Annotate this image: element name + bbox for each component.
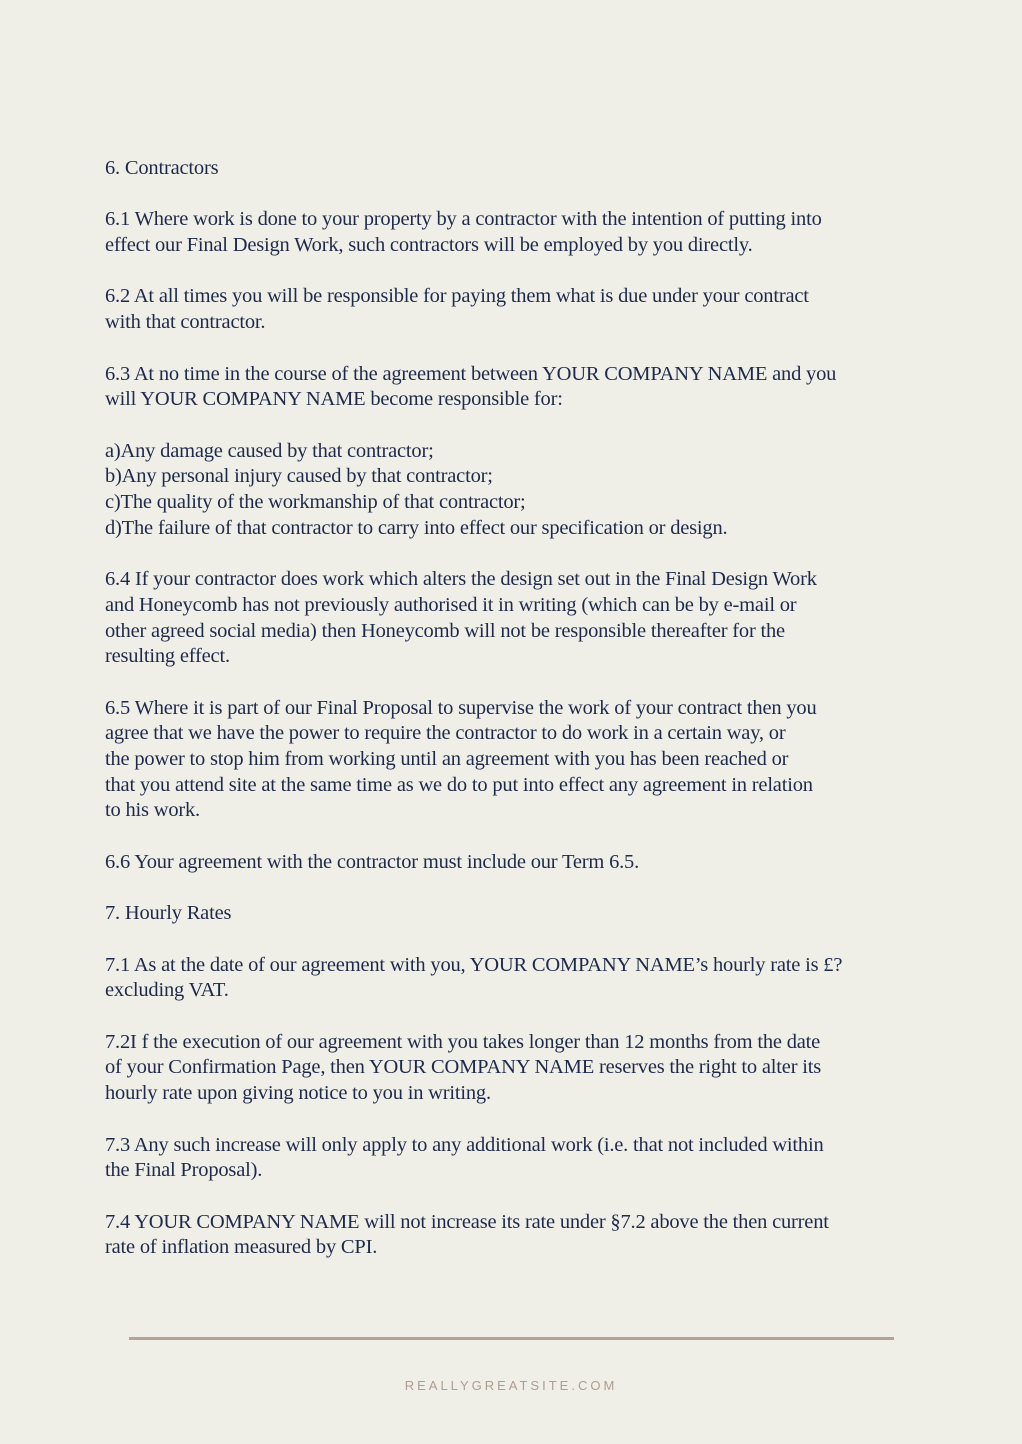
clause-paragraph	[105, 207, 935, 258]
text-line: b)Any personal injury caused by that contractor;	[105, 465, 493, 488]
text-line: 6.2 At all times you will be responsible for paying them what is due under your contract	[105, 285, 809, 308]
clause-paragraph	[105, 284, 935, 335]
text-line: will YOUR COMPANY NAME become responsible for:	[105, 388, 563, 411]
section-heading: 6. Contractors	[105, 157, 219, 179]
section-heading: 7. Hourly Rates	[105, 902, 232, 925]
document-body	[105, 156, 935, 1287]
text-line: the Final Proposal).	[105, 1159, 263, 1182]
text-line: 7.1 As at the date of our agreement with you, YOUR COMPANY NAME’s hourly rate is £?	[105, 953, 843, 976]
text-line: of your Confirmation Page, then YOUR COMPANY NAME reserves the right to alter its	[105, 1056, 822, 1079]
clause-paragraph	[105, 1210, 935, 1261]
text-line: agree that we have the power to require the contractor to do work in a certain way, or	[105, 722, 786, 745]
text-line: effect our Final Design Work, such contractors will be employed by you directly.	[105, 234, 753, 257]
clause-paragraph	[105, 850, 935, 876]
text-line: 6.5 Where it is part of our Final Proposal to supervise the work of your contract then you	[105, 696, 817, 719]
text-line: hourly rate upon giving notice to you in writing.	[105, 1082, 491, 1105]
clause-paragraph	[105, 696, 935, 825]
footer-divider	[129, 1337, 894, 1340]
text-line: 7.4 YOUR COMPANY NAME will not increase its rate under §7.2 above the then current	[105, 1210, 829, 1233]
clause-paragraph	[105, 439, 935, 542]
text-line: a)Any damage caused by that contractor;	[105, 439, 434, 462]
text-line: 6.6 Your agreement with the contractor must include our Term 6.5.	[105, 850, 640, 873]
clause-paragraph	[105, 1133, 935, 1184]
text-line: 6.1 Where work is done to your property by a contractor with the intention of putting into	[105, 208, 822, 231]
text-line: other agreed social media) then Honeycomb will not be responsible thereafter for the	[105, 619, 785, 642]
footer-website: REALLYGREATSITE.COM	[404, 1378, 618, 1393]
text-line: d)The failure of that contractor to carry into effect our specification or design.	[105, 516, 728, 539]
text-line: excluding VAT.	[105, 979, 229, 1002]
text-line: that you attend site at the same time as we do to put into effect any agreement in relation	[105, 773, 813, 796]
clause-paragraph	[105, 953, 935, 1004]
text-line: to his work.	[105, 799, 200, 822]
clause-paragraph	[105, 362, 935, 413]
text-line: rate of inflation measured by CPI.	[105, 1236, 378, 1259]
text-line: 6.3 At no time in the course of the agreement between YOUR COMPANY NAME and you	[105, 362, 837, 385]
text-line: with that contractor.	[105, 311, 266, 334]
text-line: c)The quality of the workmanship of that contractor;	[105, 491, 526, 514]
text-line: resulting effect.	[105, 645, 230, 668]
clause-paragraph	[105, 1030, 935, 1107]
text-line: 6.4 If your contractor does work which alters the design set out in the Final Design Work	[105, 568, 817, 591]
text-line: the power to stop him from working until an agreement with you has been reached or	[105, 748, 789, 771]
text-line: 7.2I f the execution of our agreement with you takes longer than 12 months from the date	[105, 1030, 821, 1053]
text-line: and Honeycomb has not previously authorised it in writing (which can be by e-mail or	[105, 593, 797, 616]
text-line: 7.3 Any such increase will only apply to any additional work (i.e. that not included within	[105, 1133, 824, 1156]
clause-paragraph	[105, 567, 935, 670]
